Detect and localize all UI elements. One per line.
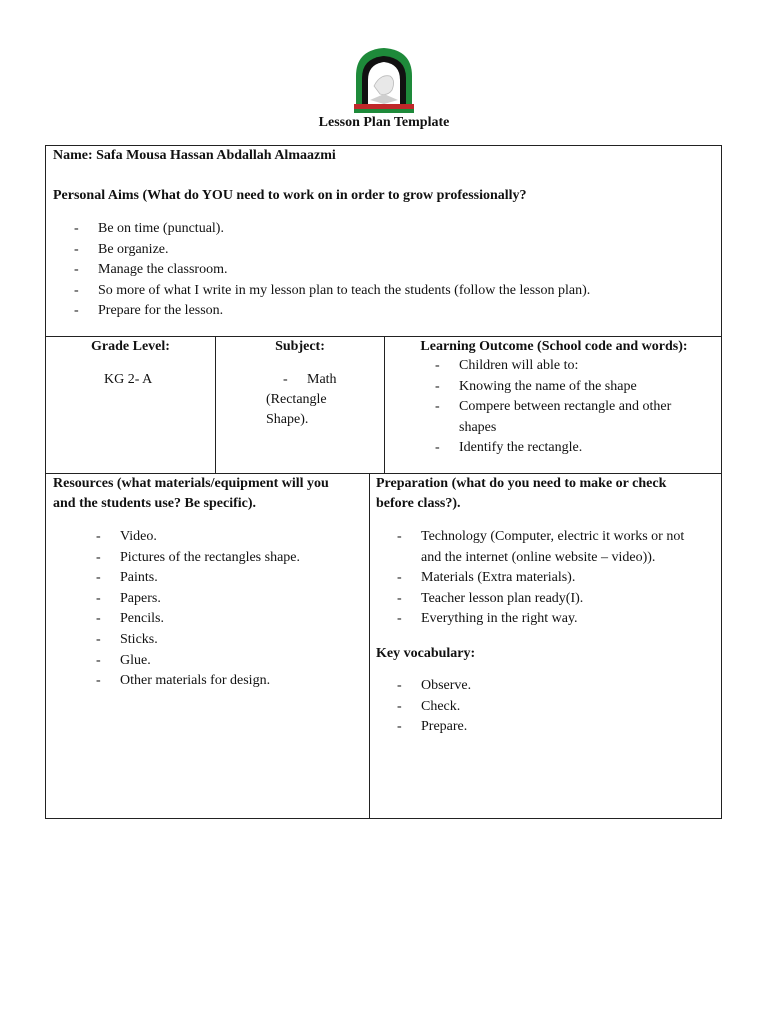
preparation-heading-line1: Preparation (what do you need to make or check — [376, 476, 667, 491]
list-item-continuation: and the internet (online website – video)). — [421, 549, 656, 565]
school-crest-logo-icon — [350, 46, 418, 116]
subject-detail-line2: Shape). — [266, 412, 309, 427]
list-item: - Manage the classroom. — [74, 262, 228, 278]
grade-level-value: KG 2- A — [104, 372, 153, 387]
preparation-list — [397, 527, 685, 630]
subject-detail-line1: (Rectangle — [266, 392, 327, 407]
document-title: Lesson Plan Template — [318, 115, 450, 130]
lesson-overview-section — [45, 336, 722, 474]
resources-preparation-section — [45, 473, 722, 819]
list-item: - Knowing the name of the shape — [435, 378, 637, 394]
grade-level-heading: Grade Level: — [91, 339, 170, 354]
list-item: - Materials (Extra materials). — [397, 570, 576, 586]
list-item: - Video. — [96, 529, 157, 544]
list-item: - Children will able to: — [435, 358, 579, 373]
list-item: - Compere between rectangle and other — [435, 399, 672, 415]
list-item: - Papers. — [96, 590, 161, 606]
learning-outcome-list — [435, 356, 714, 459]
subject-value: Math — [307, 372, 337, 387]
list-item: - Prepare for the lesson. — [74, 303, 224, 319]
key-vocabulary-heading: Key vocabulary: — [376, 646, 476, 661]
learning-outcome-heading: Learning Outcome (School code and words): — [420, 339, 688, 354]
list-item: - Glue. — [96, 652, 151, 668]
list-item: - So more of what I write in my lesson plan to teach the students (follow the lesson plan). — [74, 282, 591, 298]
list-item: - Paints. — [96, 570, 158, 586]
resources-heading-line2: and the students use? Be specific). — [53, 496, 257, 511]
subject-dash: - — [283, 372, 288, 387]
resources-list — [96, 527, 300, 692]
list-item: - Sticks. — [96, 631, 158, 647]
list-item: - Observe. — [397, 678, 472, 693]
list-item: - Prepare. — [397, 719, 468, 735]
list-item: - Be on time (punctual). — [74, 221, 224, 236]
resources-heading-line1: Resources (what materials/equipment will you — [53, 476, 329, 491]
personal-aims-list — [74, 219, 591, 322]
key-vocabulary-list — [397, 676, 472, 738]
list-item: - Be organize. — [74, 241, 169, 257]
subject-heading: Subject: — [275, 339, 325, 354]
personal-aims-heading: Personal Aims (What do YOU need to work on in order to grow professionally? — [53, 188, 527, 203]
list-item: - Identify the rectangle. — [435, 440, 583, 456]
list-item: - Technology (Computer, electric it works or not — [397, 529, 685, 544]
list-item: - Teacher lesson plan ready(I). — [397, 590, 584, 606]
list-item: - Everything in the right way. — [397, 611, 578, 627]
list-item: - Pictures of the rectangles shape. — [96, 549, 300, 565]
preparation-heading-line2: before class?). — [376, 496, 461, 511]
list-item: - Pencils. — [96, 611, 164, 627]
teacher-name: Name: Safa Mousa Hassan Abdallah Almaazmi — [53, 148, 336, 163]
list-item: - Other materials for design. — [96, 673, 271, 689]
list-item: - Check. — [397, 698, 461, 714]
list-item-continuation: shapes — [459, 419, 497, 435]
personal-info-section — [45, 145, 722, 337]
